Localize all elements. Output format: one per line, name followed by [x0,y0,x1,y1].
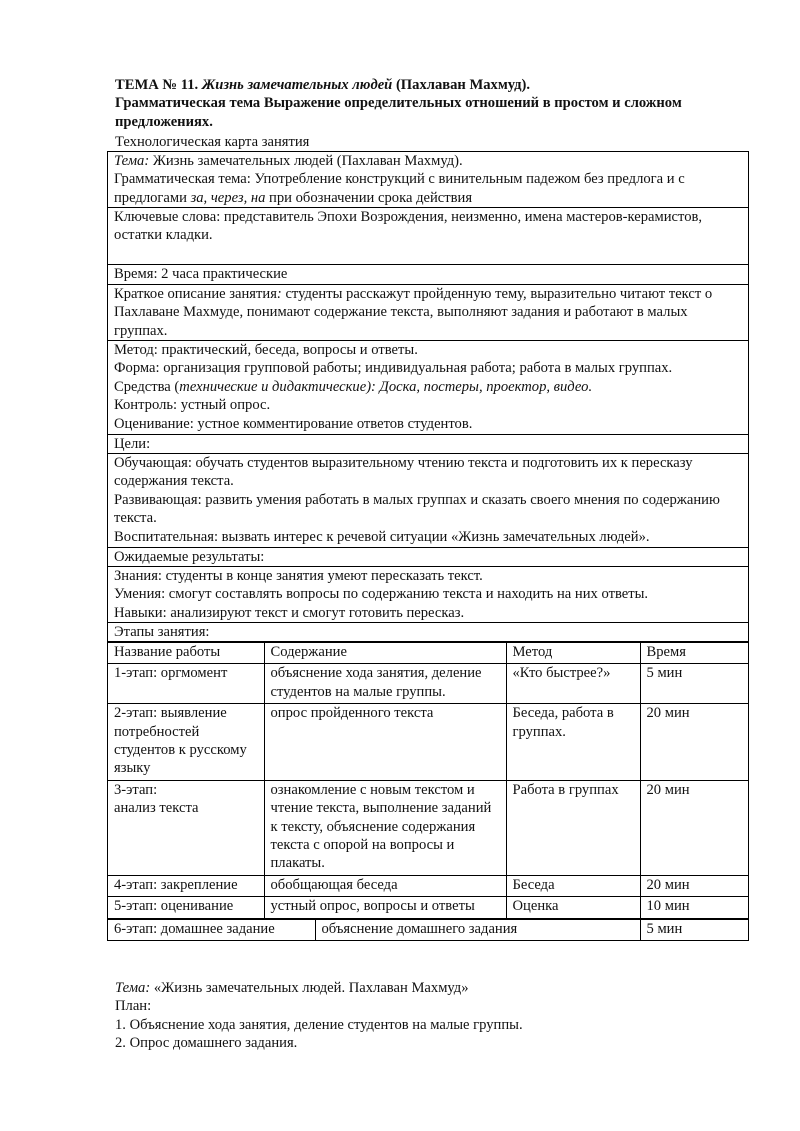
goals-label: Цели: [114,436,151,452]
plan-topic-label: Тема: [115,980,151,996]
topic-label: Тема: [114,153,150,169]
table-row [108,704,748,781]
brief-line: Краткое описание занятия: студенты расскажут пройденную тему, выразительно читают текст о Пахлаване Махмуде, понимают содержание текста, выполняют задания и работают в малых группах. [114,286,713,339]
table-row [108,780,748,875]
grammar-line [114,170,742,207]
stage-time-cell: 5 мин [640,919,748,940]
stage-name-cell: 2-этап: выявление потребностей студентов к русскому языку [108,704,264,781]
control-text: Контроль: устный опрос. [114,397,271,414]
stage-content-cell: объяснение домашнего задания [315,919,640,940]
table-row [108,664,748,704]
section-results [108,566,748,622]
stage-time-cell: 20 мин [640,704,748,781]
stage-content-cell: объяснение хода занятия, деление студентов на малые группы. [264,664,506,704]
stage-method-cell: «Кто быстрее?» [506,664,640,704]
means-line [114,378,742,396]
stages-label: Этапы занятия: [114,624,210,640]
stage-content-cell: ознакомление с новым текстом и чтение текста, выполнение заданий к тексту, объяснение содержания текста с опорой на вопросы и плакаты. [264,780,506,875]
means-prefix: Средства ( [114,378,180,395]
plan-item: 2. Опрос домашнего задания. [115,1035,298,1052]
topic-value: Жизнь замечательных людей (Пахлаван Махмуд). [149,153,463,169]
heading-prefix: ТЕМА № 11. [115,77,202,93]
plan-label: План: [115,998,152,1015]
form-text: Форма: организация групповой работы; индивидуальная работа; работа в малых группах. [114,360,673,377]
topic-line [114,152,742,170]
stage-name-cell: 4-этап: закрепление [108,875,264,896]
table-header-row [108,643,748,664]
table-row [108,919,748,940]
document-heading [115,76,755,131]
heading-line-2: Грамматическая тема Выражение определительных отношений в простом и сложном предложениях. [115,95,682,130]
stages-table [108,642,748,919]
column-header: Время [640,643,748,664]
goal-developing: Развивающая: развить умения работать в малых группах и сказать своего мнения по содержанию текста. [114,491,720,527]
column-header: Метод [506,643,640,664]
stage-time-cell: 20 мин [640,875,748,896]
result-abilities: Навыки: анализируют текст и смогут готовить пересказ. [114,604,465,621]
stage-time-cell: 5 мин [640,664,748,704]
heading-line-1 [115,76,755,94]
stage-name-cell: 6-этап: домашнее задание [108,919,315,940]
stage-time-cell: 10 мин [640,897,748,918]
evaluation-text: Оценивание: устное комментирование ответов студентов. [114,415,473,432]
section-stages-label [108,622,748,641]
section-brief [108,284,748,340]
table-row [108,875,748,896]
section-keywords [108,207,748,264]
heading-suffix: (Пахлаван Махмуд). [392,77,531,93]
result-skills: Умения: смогут составлять вопросы по содержанию текста и находить на них ответы. [114,586,649,603]
heading-italic: Жизнь замечательных людей [201,77,393,93]
goal-teaching: Обучающая: обучать студентов выразительному чтению текста и подготовить их к пересказу содержания текста. [114,455,693,490]
stage-name-cell: 3-этап: анализ текста [108,780,264,875]
brief-label: Краткое описание занятия [114,286,277,302]
stage-method-cell: Беседа [506,875,640,896]
method-text: Метод: практический, беседа, вопросы и ответы. [114,342,418,358]
section-method [108,340,748,434]
means-italic: технические и дидактические): Доска, постеры, проектор, видео. [179,378,593,395]
column-header: Содержание [264,643,506,664]
lesson-plan [115,979,755,1053]
time-text: Время: 2 часа практические [114,266,288,282]
plan-topic-line [115,979,755,997]
section-goals [108,453,748,547]
stage-content-cell: опрос пройденного текста [264,704,506,781]
stage-name-cell: 1-этап: оргмомент [108,664,264,704]
table-row [108,897,748,918]
stage-method-cell: Беседа, работа в группах. [506,704,640,781]
section-stages-table [108,641,748,940]
section-time [108,264,748,284]
stage-time-cell: 20 мин [640,780,748,875]
card-caption: Технологическая карта занятия [115,134,310,150]
grammar-prefix: Грамматическая тема: Употребление конструкций с винительным падежом без предлога и с предлогами [114,171,685,206]
grammar-suffix: при обозначении срока действия [265,189,473,206]
stage-content-cell: обобщающая беседа [264,875,506,896]
grammar-prepositions: за, через, на [190,189,266,206]
column-header: Название работы [108,643,264,664]
stage-name-cell: 5-этап: оценивание [108,897,264,918]
keywords-text: Ключевые слова: представитель Эпохи Возрождения, неизменно, имена мастеров-керамистов, остатки кладки. [114,209,703,244]
plan-topic-value: «Жизнь замечательных людей. Пахлаван Махмуд» [150,980,469,996]
stage-method-cell: Работа в группах [506,780,640,875]
stage-content-cell: устный опрос, вопросы и ответы [264,897,506,918]
plan-item: 1. Объяснение хода занятия, деление студентов на малые группы. [115,1016,523,1033]
results-label: Ожидаемые результаты: [114,549,265,565]
section-goals-label [108,434,748,453]
stage-method-cell: Оценка [506,897,640,918]
section-results-label [108,547,748,566]
result-knowledge: Знания: студенты в конце занятия умеют пересказать текст. [114,568,483,584]
technology-card [107,151,749,941]
goal-educational: Воспитательная: вызвать интерес к речевой ситуации «Жизнь замечательных людей». [114,528,650,545]
stages-table-last-row [108,919,748,940]
brief-text: студенты расскажут пройденную тему, выразительно читают текст о Пахлаване Махмуде, понимают содержание текста, выполняют задания и работают в малых группах. [114,286,713,339]
section-topic [108,152,748,207]
